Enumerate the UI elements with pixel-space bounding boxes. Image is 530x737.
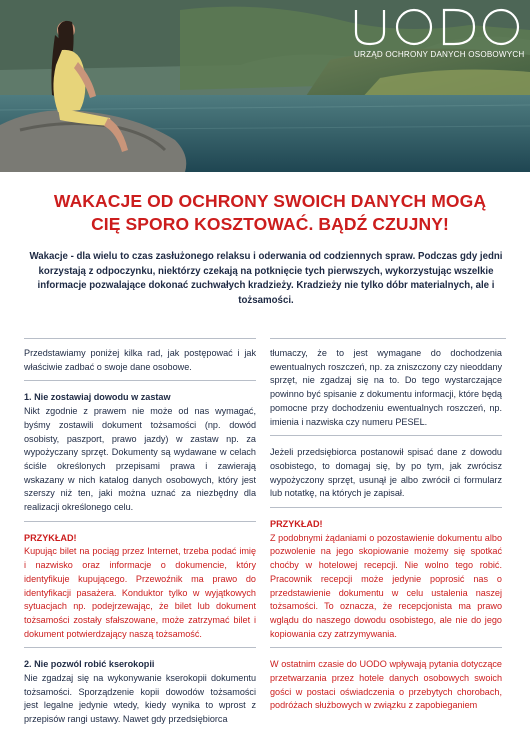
left-column: [24, 347, 256, 737]
lead-paragraph: Wakacje - dla wielu to czas zasłużonego relaksu i oderwania od codziennych spraw. Podczas gdy jedni korzystają z odpoczynku, niektórzy czekają na potknięcie tych pierwszych, wykorzystując wszelkie informacje pozwalające dokonać zuchwałych kradzieży. Kradzieży nie tylko dóbr materialnych, ale i tożsamości.: [29, 251, 503, 306]
example-label: PRZYKŁAD!: [24, 532, 77, 543]
right-column-top-rule: [270, 338, 506, 339]
right-column: [270, 347, 502, 723]
section-1-body: Nikt zgodnie z prawem nie może od nas wymagać, byśmy zostawili dokument tożsamości (np. dowód osobisty, paszport, prawo jazdy) w zastaw np. za wypożyczany sprzęt. Dokumenty są wydawane w celach ściśle określonych przepisami prawa i zawierają wskazany w nich katalog danych osobowych, który jest szerszy niż ten, jaki można uznać za niezbędny dla realizacji określonego celu.: [24, 405, 256, 522]
paragraph-2: Jeżeli przedsiębiorca postanowił spisać dane z dowodu osobistego, to domagaj się, by po tym, jak zwrócisz wypożyczony sprzęt, usunął je albo zwrócił ci formularz lub notatkę, na których je zapisał.: [270, 446, 502, 508]
section-1-heading: 1. Nie zostawiaj dowodu w zastaw: [24, 392, 171, 403]
uodo-logo: [350, 6, 525, 66]
uodo-logo-mark-icon: [350, 6, 522, 48]
example-label: PRZYKŁAD!: [270, 519, 323, 530]
example-body: Kupując bilet na pociąg przez Internet, trzeba podać imię i nazwisko oraz informacje o dokumencie, który identyfikuje kupującego. Przewoźnik ma prawo do identyfikacji pasażera. Konduktor tylko w wyjątkowych sytuacjach np. podejrzewając, że bilet lub dokument tożsamości zostały sfałszowane, może zatrzymać bilet i dokument potwierdzający naszą tożsamość.: [24, 545, 256, 648]
paragraph-3: W ostatnim czasie do UODO wpływają pytania dotyczące przetwarzania przez hotele danych osobowych swoich gości w postaci oświadczenia o przebytych chorobach, podróżach służbowych w związku z zapobieganiem: [270, 659, 502, 711]
logo-subtitle: URZĄD OCHRONY DANYCH OSOBOWYCH: [354, 50, 525, 59]
section-2-body: Nie zgadzaj się na wykonywanie kserokopii dokumentu tożsamości. Sporządzenie kopii dowodów tożsamości jest legalne jedynie wtedy, kiedy wynika to wprost z przepisów rangi ustawy. Nawet gdy przedsiębiorca: [24, 673, 256, 725]
hero-image: [0, 0, 530, 172]
section-2-heading: 2. Nie pozwól robić kserokopii: [24, 659, 155, 670]
page-title: WAKACJE OD OCHRONY SWOICH DANYCH MOGĄ CIĘ SPORO KOSZTOWAĆ. BĄDŹ CZUJNY!: [53, 191, 487, 234]
example-body: Z podobnymi żądaniami o pozostawienie dokumentu albo pozwolenie na jego skopiowanie możemy się spotkać choćby w hotelowej recepcji. Nie wolno tego robić. Pracownik recepcji może jedynie poprosić nas o przedstawienie dokumentu w celu ustalenia naszej tożsamości. To oznacza, że recepcjonista ma prawo wglądu do naszego dowodu osobistego, ale nie do jego kopiowania czy zatrzymywania.: [270, 532, 502, 649]
continuation-paragraph: tłumaczy, że to jest wymagane do dochodzenia ewentualnych roszczeń, np. za zniszczony czy nieoddany sprzęt, nie zgadzaj się na to. Do tego wystarczające powinno być spisanie z dokumentu informacji, które będą pomocne przy dochodzeniu ewentualnych roszczeń, np. imienia i nazwiska czy numeru PESEL.: [270, 347, 502, 436]
left-column-top-rule: [24, 338, 256, 339]
intro-paragraph: Przedstawiamy poniżej kilka rad, jak postępować i jak właściwie zadbać o swoje dane osobowe.: [24, 347, 256, 381]
